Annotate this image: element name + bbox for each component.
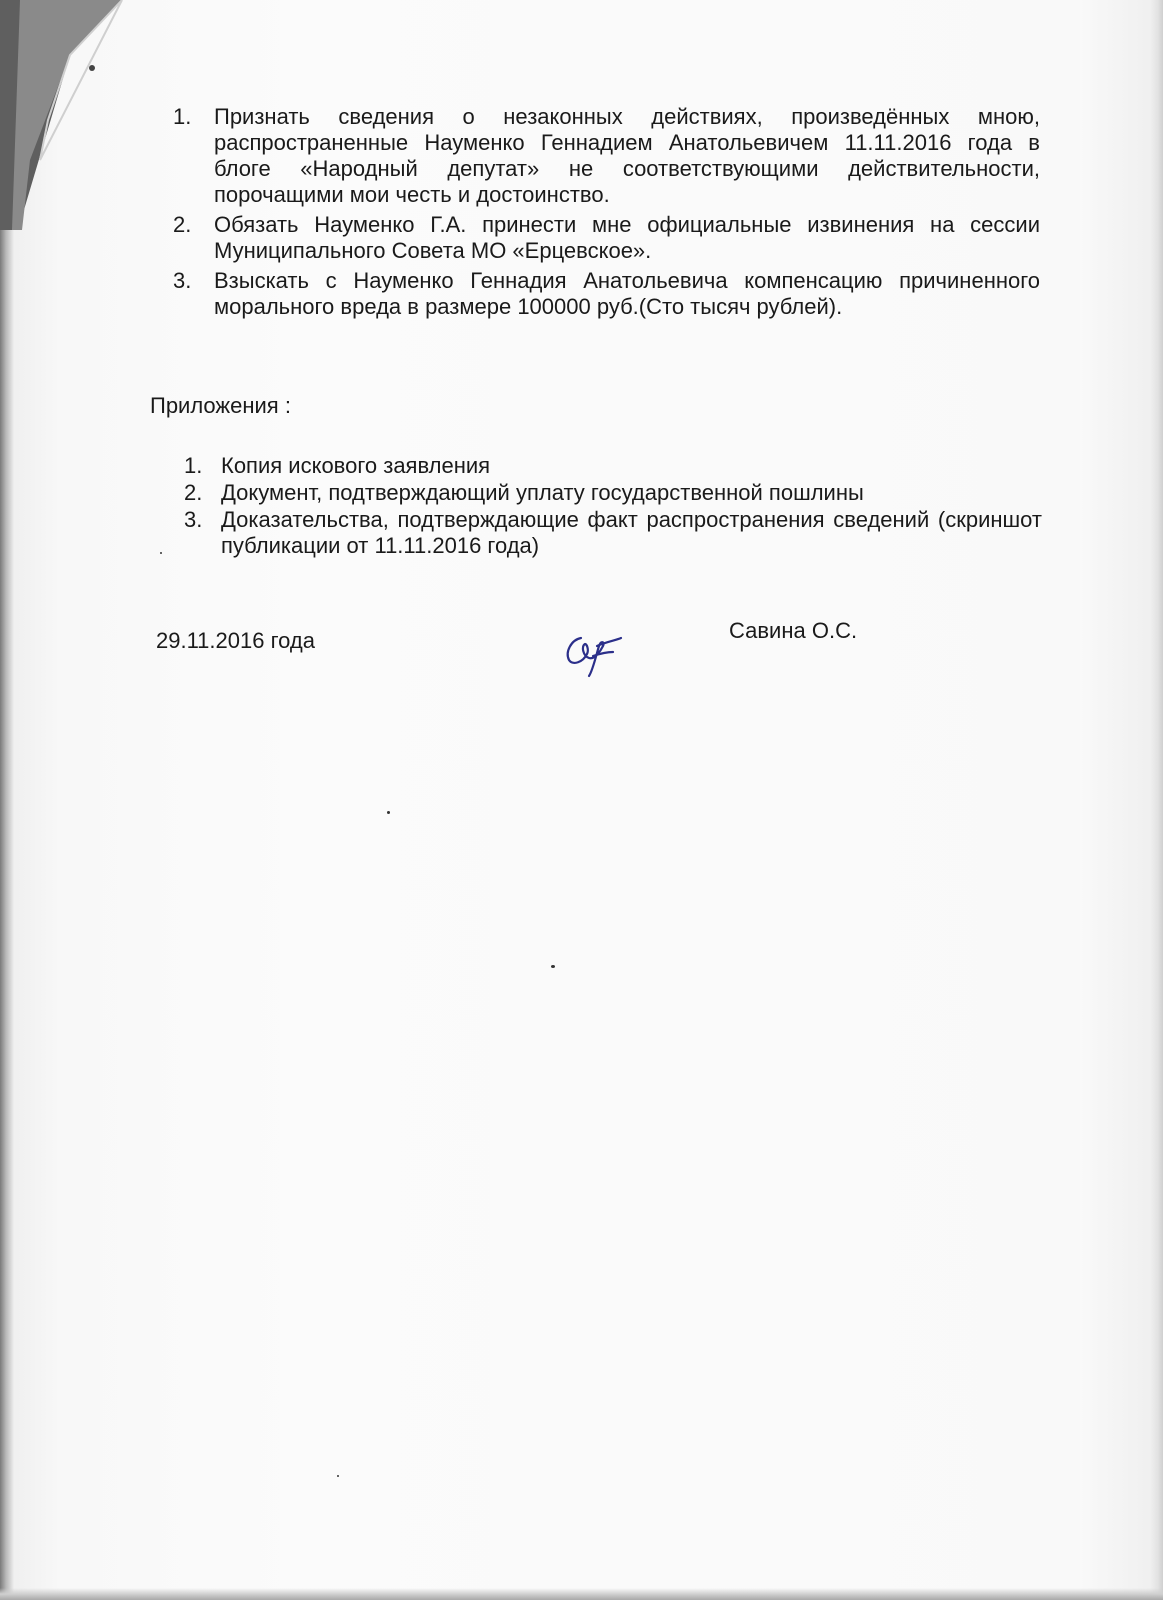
claim-request-item bbox=[173, 268, 1040, 320]
list-number: 1. bbox=[184, 453, 203, 478]
signer-name: Савина О.С. bbox=[729, 618, 858, 643]
list-item-text: Взыскать с Науменко Геннадия Анатольевича компенсацию причиненного морального вреда в размере 100000 руб.(Сто тысяч рублей). bbox=[214, 268, 1040, 319]
list-item-text: Документ, подтверждающий уплату государственной пошлины bbox=[221, 480, 864, 505]
claim-requests-list bbox=[173, 104, 1040, 324]
list-number: 1. bbox=[173, 104, 192, 129]
claim-request-item bbox=[173, 104, 1040, 208]
list-item-text: Доказательства, подтверждающие факт распространения сведений (скриншот публикации от 11.11.2016 года) bbox=[221, 507, 1042, 558]
list-number: 3. bbox=[184, 507, 203, 532]
attachments-list bbox=[184, 453, 1042, 560]
attachment-item bbox=[184, 480, 1042, 506]
attachments-heading: Приложения : bbox=[150, 393, 291, 418]
list-item-text: Обязать Науменко Г.А. принести мне официальные извинения на сессии Муниципального Совета МО «Ерцевское». bbox=[214, 212, 1040, 263]
list-number: 3. bbox=[173, 268, 192, 293]
list-item-text: Признать сведения о незаконных действиях, произведённых мною, распространенные Науменко Геннадием Анатольевичем 11.11.2016 года в блоге «Народный депутат» не соответствующими действительности, порочащими мои честь и достоинство. bbox=[214, 104, 1040, 207]
document-date: 29.11.2016 года bbox=[156, 628, 315, 653]
handwritten-signature bbox=[563, 630, 625, 678]
attachment-item bbox=[184, 453, 1042, 479]
claim-request-item bbox=[173, 212, 1040, 264]
list-item-text: Копия искового заявления bbox=[221, 453, 491, 478]
list-number: 2. bbox=[184, 480, 203, 505]
list-number: 2. bbox=[173, 212, 192, 237]
attachment-item bbox=[184, 507, 1042, 559]
